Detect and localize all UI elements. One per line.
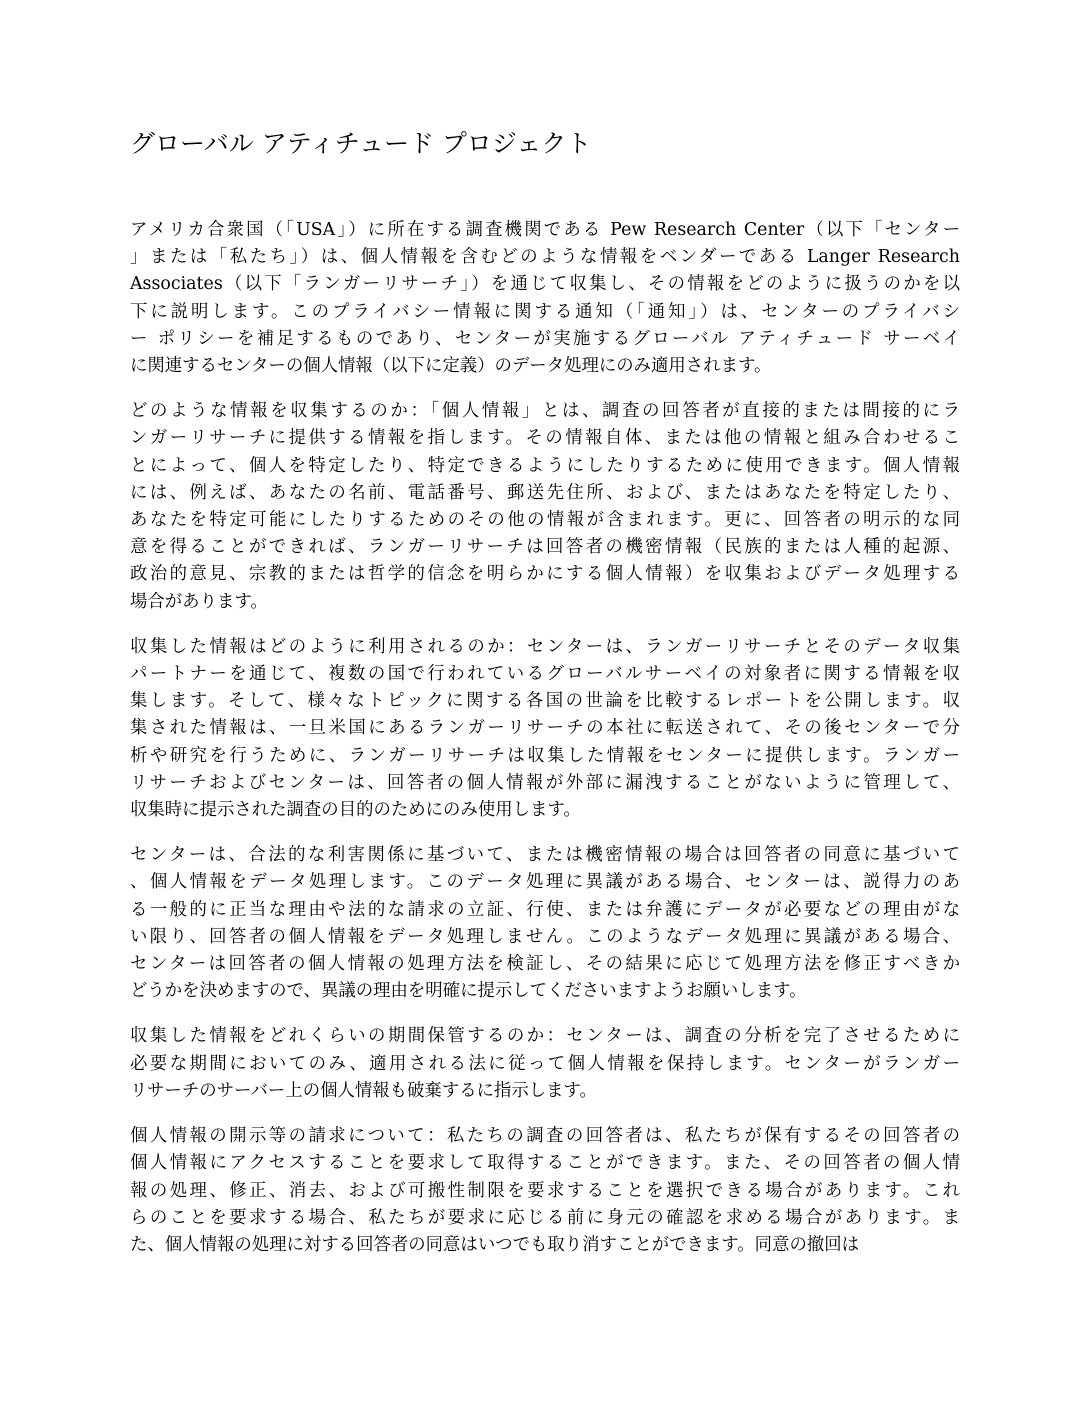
paragraph-line: 政治的意見、宗教的または哲学的信念を明らかにする個人情報）を収集およびデータ処理する (130, 564, 960, 585)
paragraph-line: パートナーを通じて、複数の国で行われているグローバルサーベイの対象者に関する情報を収 (130, 664, 960, 685)
paragraph-line: らのことを要求する場合、私たちが要求に応じる前に身元の確認を求める場合があります。ま (130, 1207, 960, 1228)
paragraph-line: に関連するセンターの個人情報（以下に定義）のデータ処理にのみ適用されます。 (130, 356, 772, 377)
paragraph-line: あなたを特定可能にしたりするためのその他の情報が含まれます。更に、回答者の明示的な同 (130, 510, 960, 531)
body-paragraph (130, 217, 960, 380)
paragraph-line: リサーチおよびセンターは、回答者の個人情報が外部に漏洩することがないように管理して、 (130, 772, 960, 793)
paragraph-line: 場合があります。 (130, 591, 268, 612)
paragraph-line: ー ポリシーを補足するものであり、センターが実施するグローバル アティチュード サーベイ (130, 328, 960, 349)
paragraph-line: リサーチのサーバー上の個人情報も破棄するに指示します。 (130, 1080, 597, 1101)
paragraph-line: Associates（以下「ランガーリサーチ」）を通じて収集し、その情報をどのように扱うのかを以 (130, 274, 960, 295)
paragraph-line: 必要な期間においてのみ、適用される法に従って個人情報を保持します。センターがランガー (130, 1053, 960, 1074)
paragraph-line: センターは、合法的な利害関係に基づいて、または機密情報の場合は回答者の同意に基づいて (130, 845, 960, 866)
paragraph-line: 析や研究を行うために、ランガーリサーチは収集した情報をセンターに提供します。ランガー (130, 745, 960, 766)
document-title: グローバル アティチュード プロジェクト (130, 129, 592, 158)
paragraph-line: どうかを決めますので、異議の理由を明確に提示してくださいますようお願いします。 (130, 981, 807, 1002)
paragraph-line: 収集時に提示された調査の目的のためにのみ使用します。 (130, 800, 581, 821)
body-paragraph (130, 842, 960, 1005)
paragraph-line: 下に説明します。このプライバシー情報に関する通知（「通知」）は、センターのプライバシ (130, 301, 960, 322)
body-paragraph (130, 1023, 960, 1105)
paragraph-line: 収集した情報をどれくらいの期間保管するのか：センターは、調査の分析を完了させるために (130, 1026, 960, 1047)
paragraph-line: 個人情報にアクセスすることを要求して取得することができます。また、その回答者の個人情 (130, 1153, 960, 1174)
paragraph-line: ンガーリサーチに提供する情報を指します。その情報自体、または他の情報と組み合わせるこ (130, 428, 960, 449)
paragraph-line: 集された情報は、一旦米国にあるランガーリサーチの本社に転送されて、その後センターで分 (130, 718, 960, 739)
paragraph-line: とによって、個人を特定したり、特定できるようにしたりするために使用できます。個人情報 (130, 455, 960, 476)
body-paragraph (130, 1123, 960, 1259)
paragraph-line: た、個人情報の処理に対する回答者の同意はいつでも取り消すことができます。同意の撤回は (130, 1234, 860, 1255)
paragraph-line: には、例えば、あなたの名前、電話番号、郵送先住所、および、またはあなたを特定したり、 (130, 482, 960, 503)
paragraph-line: る一般的に正当な理由や法的な請求の立証、行使、または弁護にデータが必要などの理由がな (130, 899, 960, 920)
paragraph-line: どのような情報を収集するのか：「個人情報」とは、調査の回答者が直接的または間接的にラ (130, 401, 960, 422)
paragraph-line: 、個人情報をデータ処理します。このデータ処理に異議がある場合、センターは、説得力のあ (130, 872, 960, 893)
paragraph-line: 収集した情報はどのように利用されるのか：センターは、ランガーリサーチとそのデータ収集 (130, 636, 960, 657)
paragraph-line: い限り、回答者の個人情報をデータ処理しません。このようなデータ処理に異議がある場合、 (130, 926, 960, 947)
body-paragraph (130, 398, 960, 616)
paragraph-line: 報の処理、修正、消去、および可搬性制限を要求することを選択できる場合があります。これ (130, 1180, 960, 1201)
paragraph-line: 個人情報の開示等の請求について：私たちの調査の回答者は、私たちが保有するその回答者の (130, 1126, 960, 1147)
document-body (130, 217, 960, 1277)
paragraph-line: アメリカ合衆国（「USA」）に所在する調査機関である Pew Research Center（以下「センター (130, 220, 960, 240)
paragraph-line: 」または「私たち」）は、個人情報を含むどのような情報をベンダーである Langer Research (130, 247, 960, 268)
paragraph-line: 集します。そして、様々なトピックに関する各国の世論を比較するレポートを公開します。収 (130, 691, 960, 712)
paragraph-line: 意を得ることができれば、ランガーリサーチは回答者の機密情報（民族的または人種的起源、 (130, 537, 960, 558)
body-paragraph (130, 634, 960, 824)
paragraph-line: センターは回答者の個人情報の処理方法を検証し、その結果に応じて処理方法を修正すべきか (130, 954, 960, 975)
